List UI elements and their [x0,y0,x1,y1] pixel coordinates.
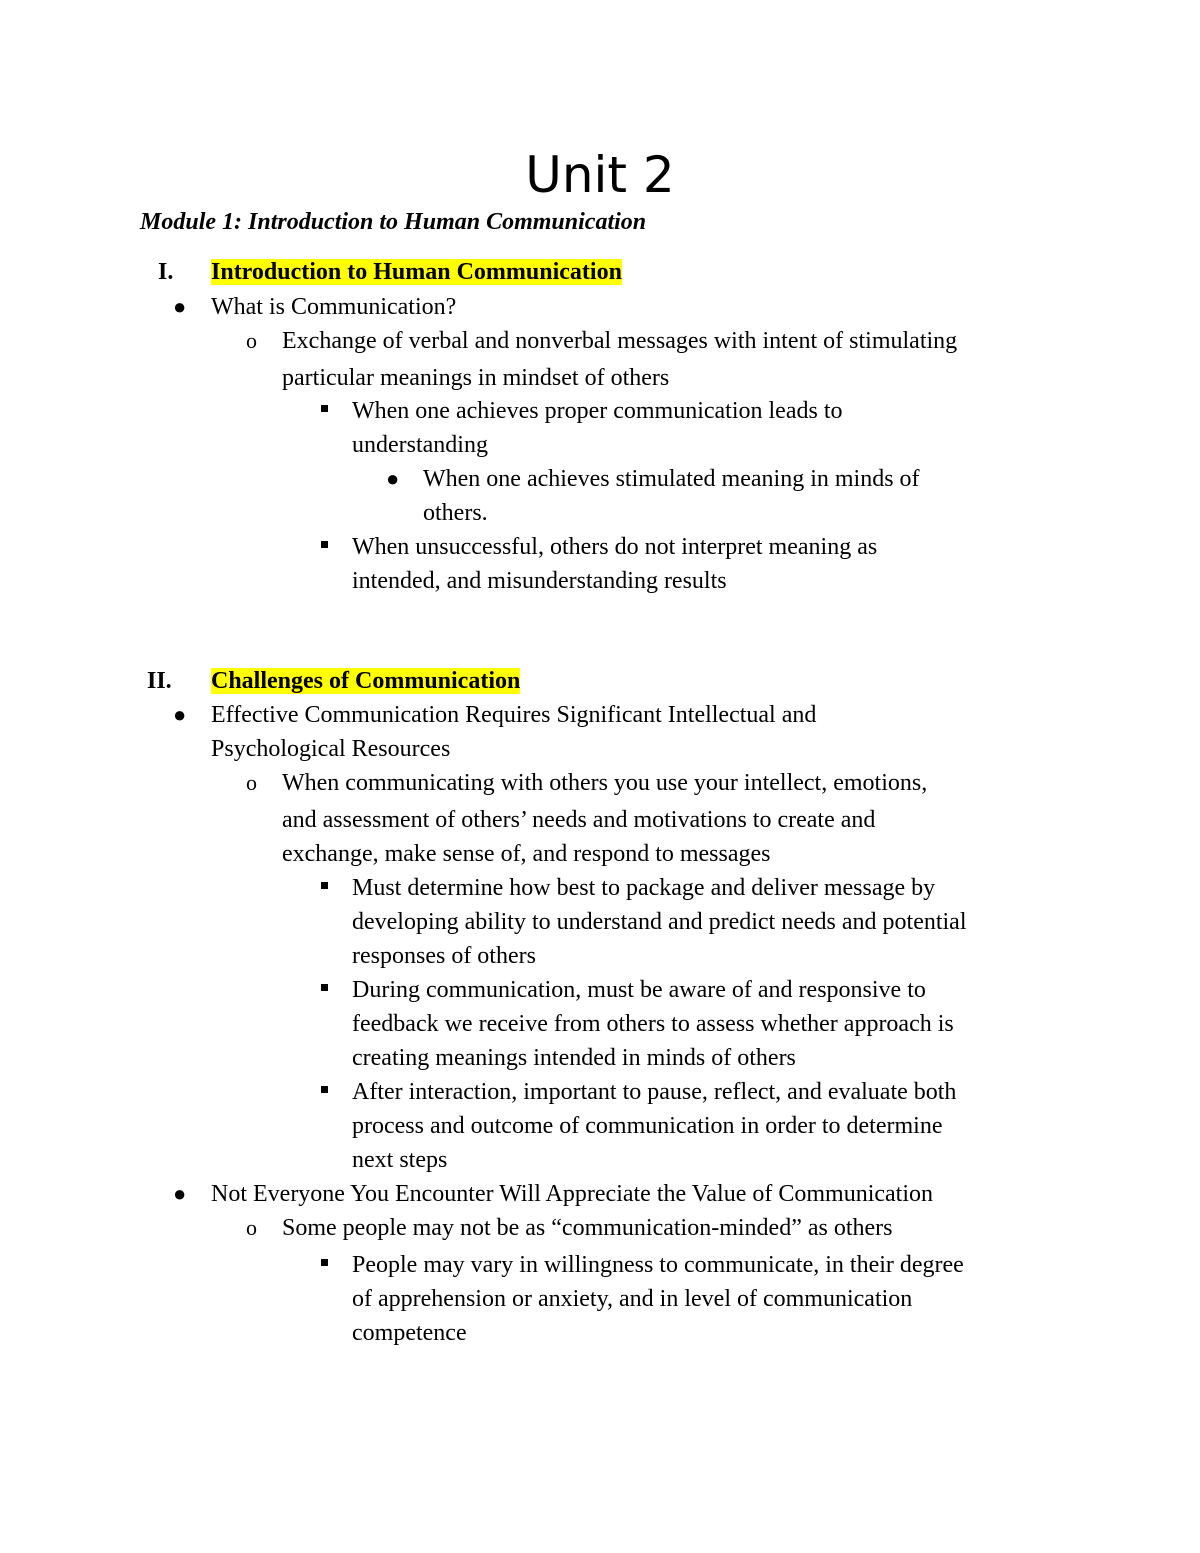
list-item: People may vary in willingness to communicate, in their degree [352,1252,964,1278]
list-item: During communication, must be aware of and responsive to [352,977,926,1003]
list-item: particular meanings in mindset of others [282,365,670,391]
circle-bullet-icon: o [246,328,257,353]
page-title: Unit 2 [525,146,675,204]
list-item: When unsuccessful, others do not interpret meaning as [352,534,878,560]
square-bullet-icon [321,541,328,548]
list-item: competence [352,1320,467,1346]
list-item: When communicating with others you use your intellect, emotions, [282,770,928,796]
section-heading: Challenges of Communication [211,668,521,694]
list-item: After interaction, important to pause, reflect, and evaluate both [352,1079,957,1105]
bullet-icon: ● [173,294,187,319]
list-item: creating meanings intended in minds of others [352,1045,796,1071]
square-bullet-icon [321,1259,328,1266]
list-item: feedback we receive from others to assess whether approach is [352,1011,954,1037]
list-item: exchange, make sense of, and respond to messages [282,841,771,867]
list-item: understanding [352,432,488,458]
list-item: process and outcome of communication in order to determine [352,1113,943,1139]
list-item: responses of others [352,943,536,969]
list-item: others. [423,500,488,526]
list-item: Psychological Resources [211,736,451,762]
list-item: and assessment of others’ needs and motivations to create and [282,807,876,833]
list-item: What is Communication? [211,294,457,320]
square-bullet-icon [321,882,328,889]
circle-bullet-icon: o [246,1215,257,1240]
list-item: Some people may not be as “communication-minded” as others [282,1215,893,1241]
section-numeral: I. [158,259,174,285]
square-bullet-icon [321,984,328,991]
list-item: Effective Communication Requires Significant Intellectual and [211,702,817,728]
list-item: Exchange of verbal and nonverbal messages with intent of stimulating [282,328,958,354]
list-item: intended, and misunderstanding results [352,568,727,594]
list-item: Not Everyone You Encounter Will Appreciate the Value of Communication [211,1181,934,1207]
circle-bullet-icon: o [246,770,257,795]
square-bullet-icon [321,1086,328,1093]
section-heading: Introduction to Human Communication [211,259,622,285]
bullet-icon: ● [173,702,187,727]
bullet-icon: ● [173,1181,187,1206]
list-item: of apprehension or anxiety, and in level of communication [352,1286,913,1312]
square-bullet-icon [321,405,328,412]
list-item: next steps [352,1147,448,1173]
list-item: When one achieves stimulated meaning in minds of [423,466,920,492]
list-item: developing ability to understand and predict needs and potential [352,909,967,935]
bullet-icon: ● [386,466,400,491]
list-item: Must determine how best to package and deliver message by [352,875,936,901]
module-heading: Module 1: Introduction to Human Communication [140,209,647,235]
list-item: When one achieves proper communication leads to [352,398,843,424]
section-numeral: II. [147,668,172,694]
